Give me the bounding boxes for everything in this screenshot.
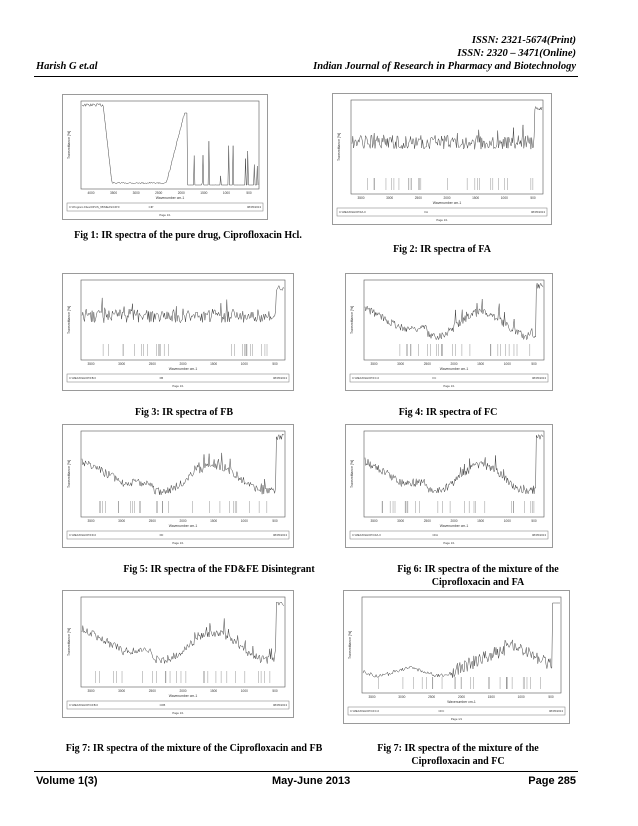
x-tick-label: 2000: [177, 191, 185, 195]
x-axis-label: Wavenumber cm-1: [168, 524, 198, 528]
spectrum-info-strip: [350, 374, 548, 382]
spectrum-info-strip: [348, 707, 565, 715]
spectrum-trace: [82, 434, 284, 495]
info-strip-text: CIP: [148, 205, 154, 210]
info-strip-text: C:\MEAS\SHOP\CFA.0: [352, 533, 381, 538]
spectrum-trace: [352, 107, 542, 150]
x-tick-label: 1500: [210, 362, 218, 366]
x-tick-label: 500: [272, 362, 278, 366]
x-axis-label: Wavenumber cm-1: [168, 694, 198, 698]
x-tick-label: 2000: [443, 196, 451, 200]
info-strip-text: C:\MEAS\SHOP\FB.0: [69, 376, 96, 381]
figure-5-caption: Fig 5: IR spectra of the FD&FE Disintegrant: [123, 564, 315, 575]
x-tick-label: 500: [530, 196, 536, 200]
info-strip-text: C:\MEAS\SHOP\CFB.0: [69, 703, 98, 708]
page-label: Page 1/1: [172, 541, 184, 545]
spectrum-trace: [82, 286, 284, 323]
info-strip-text: 08/05/2013: [549, 709, 563, 714]
x-tick-label: 1500: [210, 519, 218, 523]
x-tick-label: 3000: [132, 191, 140, 195]
issn-online: ISSN: 2320 – 3471(Online): [457, 48, 576, 59]
figure-1-caption: Fig 1: IR spectra of the pure drug, Ciprofloxacin Hcl.: [74, 230, 302, 241]
figure-7b-caption: Fig 7: IR spectra of the mixture of the Ciprofloxacin and FC: [377, 743, 539, 767]
info-strip-text: C:\MEAS\SHOP\FD.0: [69, 533, 97, 538]
x-axis-label: Wavenumber cm-1: [155, 196, 185, 200]
info-strip-text: FA: [424, 210, 428, 215]
journal-title: Indian Journal of Research in Pharmacy and Biotechnology: [313, 61, 576, 72]
info-strip-text: C:\MEAS\SHOP\FC.0: [352, 376, 380, 381]
x-tick-label: 3000: [118, 519, 126, 523]
spectrum-info-strip: [67, 374, 289, 382]
spectrum-info-strip: [67, 531, 289, 539]
plot-frame: [81, 597, 285, 687]
x-tick-label: 2500: [148, 689, 156, 693]
x-tick-label: 3500: [110, 191, 118, 195]
x-tick-label: 3500: [87, 519, 95, 523]
x-tick-label: 1500: [487, 695, 495, 699]
plot-frame: [364, 431, 544, 517]
x-tick-label: 2000: [450, 519, 458, 523]
x-tick-label: 1000: [517, 695, 525, 699]
figure-4-spectrum: [345, 273, 553, 391]
y-axis-label: Transmittance [%]: [348, 630, 352, 660]
x-tick-label: 2500: [428, 695, 436, 699]
footer-volume: Volume 1(3): [36, 775, 98, 787]
figure-3-caption: Fig 3: IR spectra of FB: [134, 407, 234, 418]
page-label: Page 1/1: [450, 717, 463, 721]
x-tick-label: 3000: [398, 695, 406, 699]
x-tick-label: 3000: [118, 362, 126, 366]
info-strip-text: 08/05/2013: [273, 376, 287, 381]
figure-7a-caption: Fig 7: IR spectra of the mixture of the Ciprofloxacin and FB: [65, 743, 323, 754]
info-strip-text: 08/05/2013: [273, 703, 287, 708]
y-axis-label: Transmittance [%]: [67, 627, 71, 657]
info-strip-text: C:\MEAS\SHOP\FA.0: [339, 210, 366, 215]
x-tick-label: 2500: [423, 519, 431, 523]
page-label: Page 1/1: [443, 541, 455, 545]
footer-page: Page 285: [528, 775, 576, 787]
plot-frame: [362, 597, 561, 693]
x-tick-label: 500: [548, 695, 554, 699]
x-tick-label: 500: [246, 191, 252, 195]
spectrum-info-strip: [337, 208, 547, 216]
x-tick-label: 3500: [370, 519, 378, 523]
info-strip-text: 08/05/2013: [273, 533, 287, 538]
x-tick-label: 1000: [503, 362, 511, 366]
info-strip-text: C:\Program Files\OPUS_65\MEAS\CIP.0: [69, 205, 120, 210]
spectrum-trace: [365, 283, 543, 340]
x-tick-label: 3500: [368, 695, 376, 699]
spectrum-plot: [63, 95, 267, 219]
x-tick-label: 500: [531, 362, 537, 366]
x-tick-label: 500: [531, 519, 537, 523]
header-divider: [34, 76, 578, 77]
x-tick-label: 2500: [423, 362, 431, 366]
x-tick-label: 2000: [450, 362, 458, 366]
spectrum-plot: [346, 425, 552, 547]
spectrum-plot: [63, 591, 293, 717]
footer-divider: [34, 771, 578, 772]
info-strip-text: 08/05/2013: [532, 533, 546, 538]
x-axis-label: Wavenumber cm-1: [439, 524, 469, 528]
figure-2-spectrum: [332, 93, 552, 225]
page-label: Page 1/1: [443, 384, 455, 388]
figure-7a-spectrum: [62, 590, 294, 718]
figure-4-caption: Fig 4: IR spectra of FC: [398, 407, 498, 418]
info-strip-text: FC: [432, 376, 437, 381]
spectrum-plot: [346, 274, 552, 390]
x-tick-label: 1500: [200, 191, 208, 195]
x-tick-label: 2000: [457, 695, 466, 699]
author-line: Harish G et.al: [36, 61, 98, 72]
x-tick-label: 1500: [472, 196, 480, 200]
info-strip-text: CFB: [159, 703, 166, 708]
x-axis-label: Wavenumber cm-1: [439, 367, 469, 371]
x-tick-label: 500: [272, 519, 278, 523]
page-label: Page 1/1: [172, 711, 184, 715]
info-strip-text: 08/05/2013: [531, 210, 545, 215]
x-tick-label: 1000: [240, 362, 248, 366]
info-strip-text: 08/05/2013: [532, 376, 546, 381]
page-label: Page 1/1: [159, 213, 171, 217]
x-tick-label: 3500: [357, 196, 365, 200]
plot-frame: [351, 100, 543, 194]
x-tick-label: 2500: [148, 362, 156, 366]
figure-7b-spectrum: [343, 590, 570, 724]
figure-1-spectrum: [62, 94, 268, 220]
info-strip-text: CFC: [438, 709, 445, 714]
x-tick-label: 3000: [397, 362, 405, 366]
x-tick-label: 1500: [477, 519, 485, 523]
x-tick-label: 3500: [370, 362, 378, 366]
plot-frame: [81, 431, 285, 517]
x-tick-label: 1000: [240, 519, 248, 523]
x-tick-label: 4000: [87, 191, 95, 195]
x-tick-label: 3000: [397, 519, 405, 523]
page-label: Page 1/1: [436, 218, 448, 222]
spectrum-plot: [63, 425, 293, 547]
x-tick-label: 500: [272, 689, 278, 693]
figure-6-spectrum: [345, 424, 553, 548]
figure-6-caption: Fig 6: IR spectra of the mixture of the Ciprofloxacin and FA: [397, 564, 559, 588]
y-axis-label: Transmittance [%]: [350, 459, 354, 489]
x-axis-label: Wavenumber cm-1: [432, 201, 462, 205]
y-axis-label: Transmittance [%]: [337, 132, 341, 162]
x-tick-label: 3500: [87, 689, 95, 693]
y-axis-label: Transmittance [%]: [67, 130, 71, 160]
info-strip-text: FD: [159, 533, 164, 538]
info-strip-text: FB: [159, 376, 164, 381]
spectrum-trace: [363, 603, 560, 678]
x-tick-label: 3000: [118, 689, 126, 693]
figure-5-spectrum: [62, 424, 294, 548]
x-tick-label: 1000: [222, 191, 230, 195]
spectrum-info-strip: [67, 701, 289, 709]
issn-print: ISSN: 2321-5674(Print): [471, 35, 576, 46]
y-axis-label: Transmittance [%]: [67, 305, 71, 335]
page-label: Page 1/1: [172, 384, 184, 388]
x-tick-label: 3500: [87, 362, 95, 366]
x-tick-label: 3000: [386, 196, 394, 200]
x-tick-label: 1500: [477, 362, 485, 366]
figure-2-caption: Fig 2: IR spectra of FA: [393, 244, 491, 255]
spectrum-trace: [82, 104, 258, 185]
spectrum-plot: [333, 94, 551, 224]
spectrum-trace: [365, 435, 543, 494]
footer-date: May-June 2013: [272, 775, 351, 787]
x-tick-label: 2500: [148, 519, 156, 523]
x-tick-label: 2000: [179, 519, 187, 523]
x-axis-label: Wavenumber cm-1: [168, 367, 198, 371]
x-tick-label: 2500: [155, 191, 163, 195]
x-tick-label: 1500: [210, 689, 218, 693]
x-axis-label: Wavenumber cm-1: [447, 700, 476, 704]
spectrum-trace: [82, 602, 284, 663]
y-axis-label: Transmittance [%]: [350, 305, 354, 335]
x-tick-label: 1000: [503, 519, 511, 523]
x-tick-label: 1000: [240, 689, 248, 693]
x-tick-label: 2500: [414, 196, 422, 200]
spectrum-plot: [63, 274, 293, 390]
x-tick-label: 2000: [179, 689, 187, 693]
y-axis-label: Transmittance [%]: [67, 459, 71, 489]
figure-3-spectrum: [62, 273, 294, 391]
spectrum-plot: [344, 591, 569, 723]
info-strip-text: 08/05/2013: [247, 205, 261, 210]
x-tick-label: 1000: [500, 196, 508, 200]
info-strip-text: CFA: [432, 533, 438, 538]
x-tick-label: 2000: [179, 362, 187, 366]
info-strip-text: C:\MEAS\SHOP\CFC.0: [350, 709, 380, 714]
